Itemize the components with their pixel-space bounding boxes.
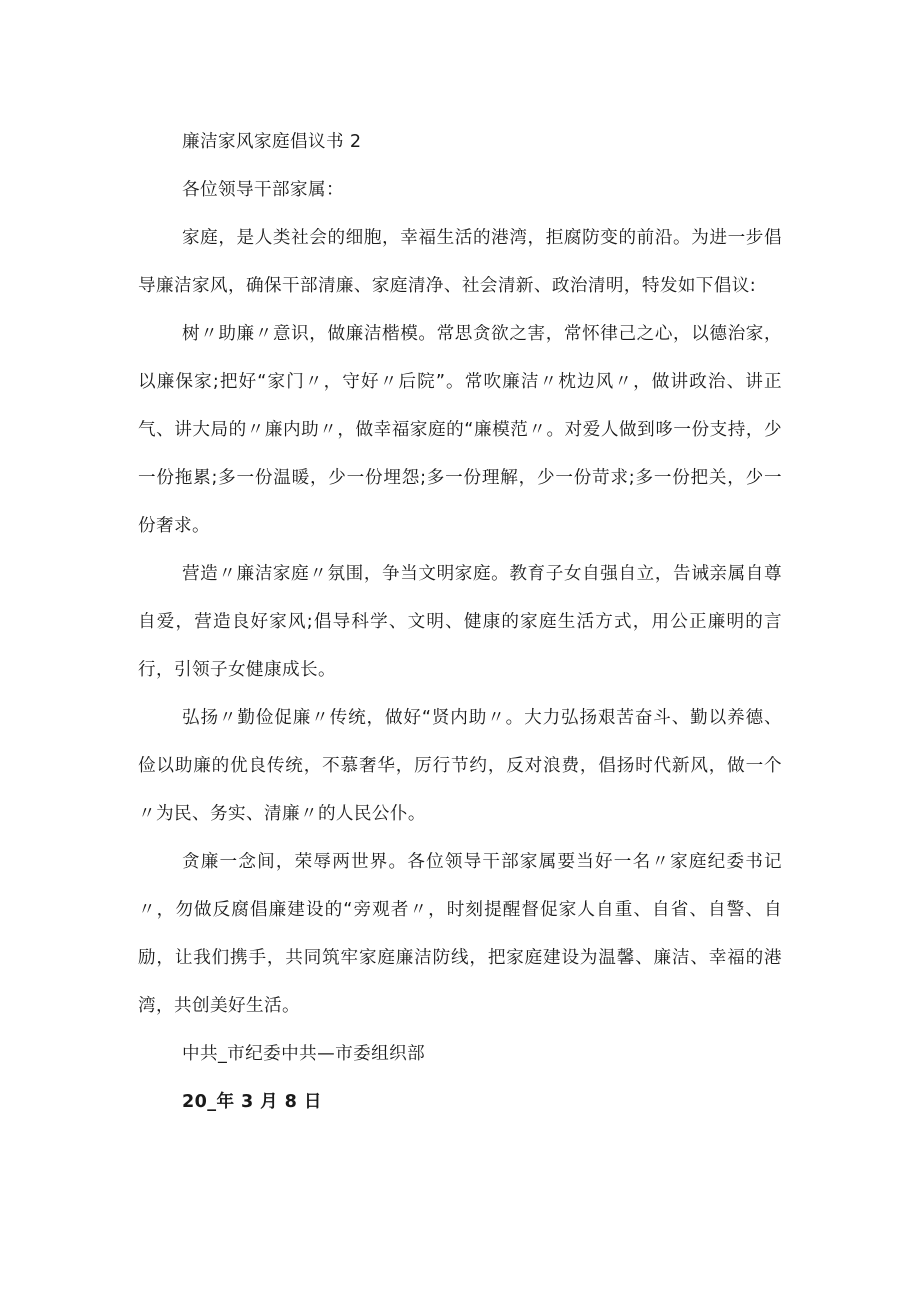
signature: 中共_市纪委中共—市委组织部 [182,1044,426,1064]
paragraph-awareness: 树〃助廉〃意识，做廉洁楷模。常思贪欲之害，常怀律己之心，以德治家，以廉保家;把好“家门〃，守好〃后院”。常吹廉洁〃枕边风〃，做讲政治、讲正气、讲大局的〃廉内助〃，做幸福家庭的“廉模范〃。对爱人做到哆一份支持，少一份拖累;多一份温暖，少一份埋怨;多一份理解，少一份苛求;多一份把关，少一份奢求。 [138,324,782,536]
paragraph-intro: 家庭，是人类社会的细胞，幸福生活的港湾，拒腐防变的前沿。为进一步倡导廉洁家风，确保干部清廉、家庭清净、社会清新、政治清明，特发如下倡议: [138,228,782,296]
paragraph-closing: 贪廉一念间，荣辱两世界。各位领导干部家属要当好一名〃家庭纪委书记〃，勿做反腐倡廉建设的“旁观者〃，时刻提醒督促家人自重、自省、自警、自励，让我们携手，共同筑牢家庭廉洁防线，把家庭建设为温馨、廉洁、幸福的港湾，共创美好生活。 [138,852,782,1016]
paragraph-tradition: 弘扬〃勤俭促廉〃传统，做好“贤内助〃。大力弘扬艰苦奋斗、勤以养德、俭以助廉的优良传统，不慕奢华，厉行节约，反对浪费，倡扬时代新风，做一个〃为民、务实、清廉〃的人民公仆。 [138,708,782,824]
paragraph-atmosphere: 营造〃廉洁家庭〃氛围，争当文明家庭。教育子女自强自立，告诫亲属自尊自爱，营造良好家风;倡导科学、文明、健康的家庭生活方式，用公正廉明的言行，引领子女健康成长。 [138,564,782,680]
document-date: 20_年 3 月 8 日 [182,1092,322,1112]
salutation: 各位领导干部家属： [182,180,344,200]
document-title: 廉洁家风家庭倡议书 2 [182,132,362,152]
